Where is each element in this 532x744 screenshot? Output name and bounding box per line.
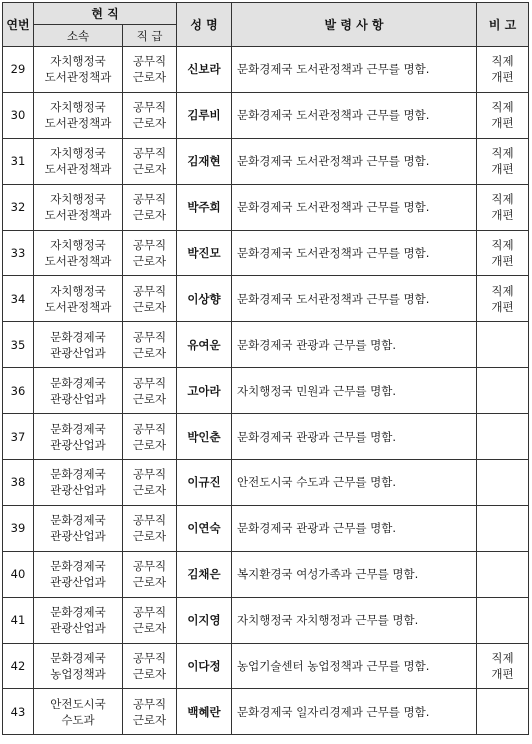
remarks-cell [477, 414, 529, 460]
affiliation-cell: 문화경제국 관광산업과 [34, 551, 123, 597]
order-cell: 자치행정국 자치행정과 근무를 명함. [232, 597, 477, 643]
row-number: 34 [3, 276, 34, 322]
affiliation-cell: 문화경제국 농업정책과 [34, 643, 123, 689]
affiliation-cell: 문화경제국 관광산업과 [34, 322, 123, 368]
name-cell: 박인춘 [177, 414, 232, 460]
order-cell: 문화경제국 관광과 근무를 명함. [232, 322, 477, 368]
order-cell: 문화경제국 도서관정책과 근무를 명함. [232, 92, 477, 138]
row-number: 32 [3, 184, 34, 230]
rank-cell: 공무직 근로자 [123, 597, 177, 643]
affiliation-cell: 자치행정국 도서관정책과 [34, 230, 123, 276]
remarks-cell [477, 460, 529, 506]
order-cell: 자치행정국 민원과 근무를 명함. [232, 368, 477, 414]
row-number: 36 [3, 368, 34, 414]
affiliation-cell: 문화경제국 관광산업과 [34, 597, 123, 643]
row-number: 38 [3, 460, 34, 506]
table-row [3, 414, 529, 460]
table-row [3, 505, 529, 551]
rank-cell: 공무직 근로자 [123, 460, 177, 506]
name-cell: 김재현 [177, 138, 232, 184]
header-rank: 직 급 [123, 25, 177, 47]
remarks-cell: 직제 개편 [477, 47, 529, 93]
order-cell: 문화경제국 도서관정책과 근무를 명함. [232, 276, 477, 322]
name-cell: 이연숙 [177, 505, 232, 551]
row-number: 39 [3, 505, 34, 551]
order-cell: 안전도시국 수도과 근무를 명함. [232, 460, 477, 506]
affiliation-cell: 자치행정국 도서관정책과 [34, 184, 123, 230]
header-order: 발 령 사 항 [232, 3, 477, 47]
remarks-cell: 직제 개편 [477, 643, 529, 689]
name-cell: 고아라 [177, 368, 232, 414]
affiliation-cell: 자치행정국 도서관정책과 [34, 47, 123, 93]
rank-cell: 공무직 근로자 [123, 414, 177, 460]
name-cell: 김채은 [177, 551, 232, 597]
affiliation-cell: 자치행정국 도서관정책과 [34, 276, 123, 322]
table-row [3, 368, 529, 414]
table-row [3, 47, 529, 93]
order-cell: 문화경제국 관광과 근무를 명함. [232, 414, 477, 460]
rank-cell: 공무직 근로자 [123, 184, 177, 230]
rank-cell: 공무직 근로자 [123, 643, 177, 689]
affiliation-cell: 문화경제국 관광산업과 [34, 368, 123, 414]
order-cell: 문화경제국 일자리경제과 근무를 명함. [232, 689, 477, 735]
remarks-cell: 직제 개편 [477, 138, 529, 184]
row-number: 29 [3, 47, 34, 93]
affiliation-cell: 문화경제국 관광산업과 [34, 460, 123, 506]
table-row [3, 597, 529, 643]
order-cell: 농업기술센터 농업정책과 근무를 명함. [232, 643, 477, 689]
rank-cell: 공무직 근로자 [123, 47, 177, 93]
row-number: 42 [3, 643, 34, 689]
name-cell: 박진모 [177, 230, 232, 276]
header-name: 성 명 [177, 3, 232, 47]
order-cell: 문화경제국 도서관정책과 근무를 명함. [232, 138, 477, 184]
row-number: 31 [3, 138, 34, 184]
rank-cell: 공무직 근로자 [123, 551, 177, 597]
order-cell: 문화경제국 도서관정책과 근무를 명함. [232, 47, 477, 93]
header-current-post: 현 직 [34, 3, 177, 25]
header-affiliation: 소속 [34, 25, 123, 47]
row-number: 30 [3, 92, 34, 138]
remarks-cell [477, 505, 529, 551]
name-cell: 백혜란 [177, 689, 232, 735]
rank-cell: 공무직 근로자 [123, 689, 177, 735]
table-row [3, 643, 529, 689]
name-cell: 박주희 [177, 184, 232, 230]
remarks-cell [477, 597, 529, 643]
name-cell: 이다정 [177, 643, 232, 689]
row-number: 43 [3, 689, 34, 735]
remarks-cell [477, 368, 529, 414]
affiliation-cell: 자치행정국 도서관정책과 [34, 92, 123, 138]
row-number: 33 [3, 230, 34, 276]
affiliation-cell: 안전도시국 수도과 [34, 689, 123, 735]
name-cell: 신보라 [177, 47, 232, 93]
remarks-cell [477, 689, 529, 735]
header-remarks: 비 고 [477, 3, 529, 47]
remarks-cell: 직제 개편 [477, 276, 529, 322]
rank-cell: 공무직 근로자 [123, 230, 177, 276]
header-row-1 [3, 3, 529, 25]
row-number: 40 [3, 551, 34, 597]
table-row [3, 276, 529, 322]
remarks-cell: 직제 개편 [477, 184, 529, 230]
order-cell: 복지환경국 여성가족과 근무를 명함. [232, 551, 477, 597]
table-row [3, 322, 529, 368]
affiliation-cell: 자치행정국 도서관정책과 [34, 138, 123, 184]
name-cell: 이규진 [177, 460, 232, 506]
order-cell: 문화경제국 도서관정책과 근무를 명함. [232, 184, 477, 230]
name-cell: 이상향 [177, 276, 232, 322]
remarks-cell: 직제 개편 [477, 230, 529, 276]
order-cell: 문화경제국 도서관정책과 근무를 명함. [232, 230, 477, 276]
rank-cell: 공무직 근로자 [123, 368, 177, 414]
rank-cell: 공무직 근로자 [123, 92, 177, 138]
table-row [3, 92, 529, 138]
name-cell: 유여운 [177, 322, 232, 368]
row-number: 35 [3, 322, 34, 368]
header-no: 연번 [3, 3, 34, 47]
table-row [3, 138, 529, 184]
table-row [3, 460, 529, 506]
rank-cell: 공무직 근로자 [123, 505, 177, 551]
remarks-cell [477, 551, 529, 597]
name-cell: 김루비 [177, 92, 232, 138]
name-cell: 이지영 [177, 597, 232, 643]
table-row [3, 184, 529, 230]
table-row [3, 689, 529, 735]
row-number: 41 [3, 597, 34, 643]
order-cell: 문화경제국 관광과 근무를 명함. [232, 505, 477, 551]
affiliation-cell: 문화경제국 관광산업과 [34, 414, 123, 460]
personnel-order-table [2, 2, 529, 735]
rank-cell: 공무직 근로자 [123, 322, 177, 368]
row-number: 37 [3, 414, 34, 460]
rank-cell: 공무직 근로자 [123, 276, 177, 322]
rank-cell: 공무직 근로자 [123, 138, 177, 184]
table-row [3, 230, 529, 276]
table-row [3, 551, 529, 597]
affiliation-cell: 문화경제국 관광산업과 [34, 505, 123, 551]
remarks-cell: 직제 개편 [477, 92, 529, 138]
remarks-cell [477, 322, 529, 368]
